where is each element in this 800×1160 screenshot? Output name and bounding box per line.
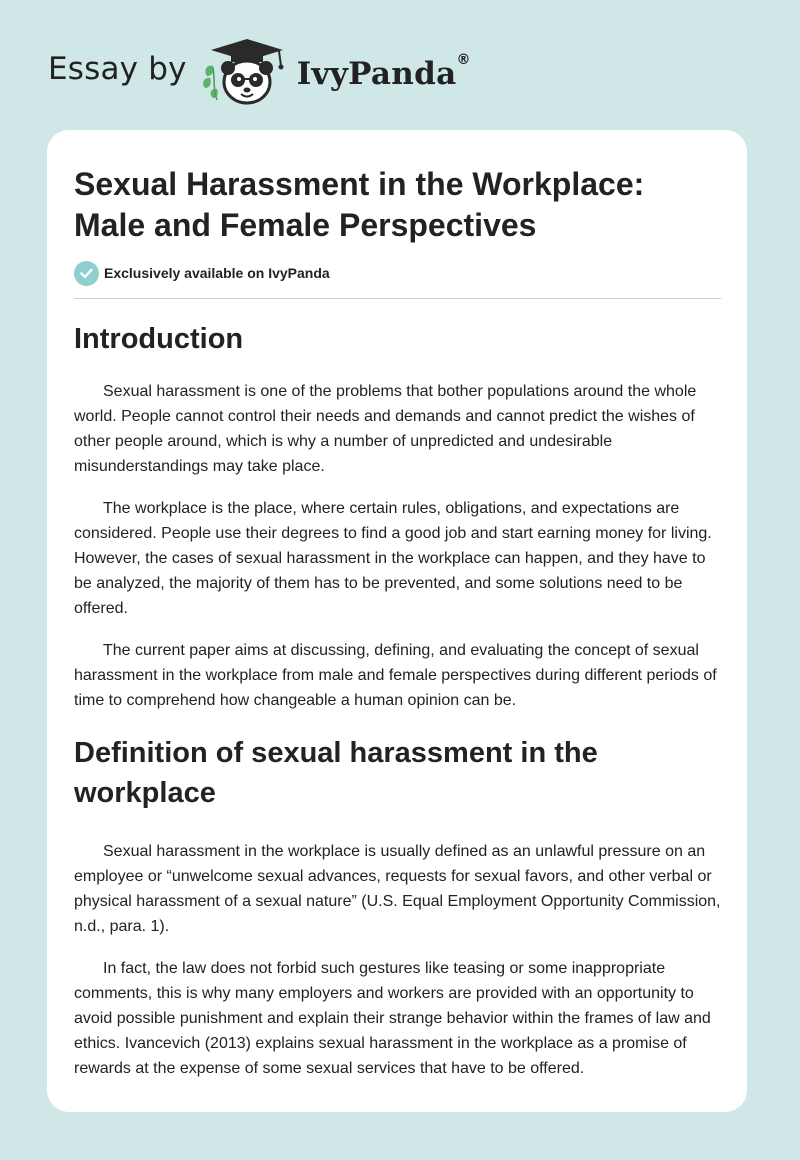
section-heading-definition: [74, 733, 721, 813]
paragraph: The workplace is the place, where certain rules, obligations, and expectations are considered. People use their degrees to find a good job and start earning money for living. However, the cases of sexual harassment in the workplace can happen, and they have to be analyzed, the majority of them has to be prevented, and some solutions need to be offered.: [74, 500, 712, 617]
article-title: [74, 164, 721, 246]
paragraph: The current paper aims at discussing, defining, and evaluating the concept of sexual harassment in the workplace from male and female perspectives during different periods of time to comprehend how changeable a human opinion can be.: [74, 642, 717, 709]
essay-by-label: Essay by: [48, 51, 187, 87]
site-header: [48, 36, 471, 108]
paragraph: Sexual harassment is one of the problems that bother populations around the whole world. People cannot control their needs and demands and cannot predict the wishes of other people around, which is why a number of unpredicted and undesirable misunderstandings may take place.: [74, 383, 697, 475]
section-heading-definition-line-1: Definition of sexual harassment in the: [74, 737, 598, 769]
paragraph: Sexual harassment in the workplace is usually defined as an unlawful pressure on an employee or “unwelcome sexual advances, requests for sexual favors, and other verbal or physical harassment of a sexual nature” (U.S. Equal Employment Opportunity Commission, n.d., para. 1).: [74, 843, 721, 935]
article-title-line-2: Male and Female Perspectives: [74, 207, 537, 243]
article-title-line-1: Sexual Harassment in the Workplace:: [74, 166, 645, 202]
registered-mark: ®: [456, 52, 471, 68]
brand-name[interactable]: IvyPanda®: [296, 52, 471, 92]
title-divider: [74, 298, 721, 299]
exclusive-badge: [74, 259, 721, 287]
paragraph: In fact, the law does not forbid such gestures like teasing or some inappropriate comments, this is why many employers and workers are provided with an opportunity to avoid possible punishment and explain their strange behavior within the frames of law and ethics. Ivancevich (2013) explains sexual harassment in the workplace as a promise of rewards at the expense of some sexual services that have to be offered.: [74, 960, 711, 1077]
check-icon: [74, 261, 99, 286]
section-heading-introduction: Introduction: [74, 323, 244, 355]
section-heading-definition-line-2: workplace: [74, 777, 216, 809]
panda-graduate-icon[interactable]: [201, 36, 291, 108]
article-card: [47, 130, 747, 1112]
exclusive-label: Exclusively available on IvyPanda: [104, 265, 330, 281]
